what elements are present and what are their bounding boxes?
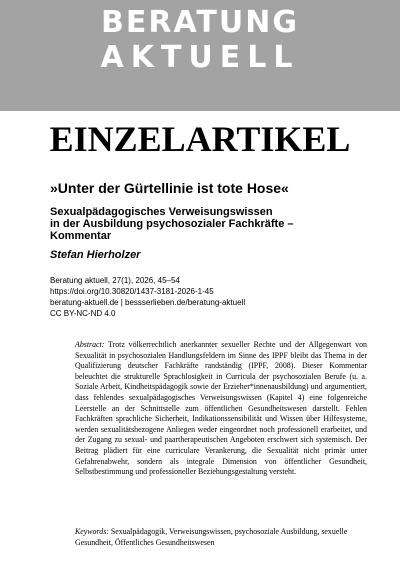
keywords-label: Keywords:: [75, 527, 109, 536]
author-name: Stefan Hierholzer: [50, 249, 141, 261]
journal-name-line2: AKTUELL: [100, 40, 300, 75]
abstract: [75, 340, 367, 478]
article-subtitle: [50, 206, 380, 242]
subtitle-line: in der Ausbildung psychosozialer Fachkräfte –: [50, 218, 294, 230]
journal-header: [0, 0, 400, 111]
article-type-heading: EINZELARTIKEL: [49, 119, 351, 159]
doi-link[interactable]: https://doi.org/10.30820/1437-3181-2026-1-45: [50, 287, 214, 296]
keywords: [75, 527, 367, 548]
citation-metadata: [50, 275, 370, 319]
article-title: »Unter der Gürtellinie ist tote Hose«: [50, 180, 289, 196]
abstract-label: Abstract:: [75, 340, 105, 349]
subtitle-line: Sexualpädagogisches Verweisungswissen: [50, 206, 273, 218]
citation-line: Beratung aktuell, 27(1), 2026, 45–54: [50, 276, 180, 285]
license-text: CC BY-NC-ND 4.0: [50, 309, 116, 318]
abstract-text: Trotz völkerrechtlich anerkannter sexueller Rechte und der Allgegenwart von Sexualität in psychosozialen Handlungsfeldern im Sinne des IPPF bleibt das Thema in der Qualifizierung deutscher Fachkräfte randständig (IPPF, 2008). Dieser Kommentar beleuchtet die strukturelle Sprachlosigkeit in Curricula der psychosozialen Berufe (u. a. Soziale Arbeit, Kindheitspädagogik sowie der Erzieher*innenausbildung) und argumentiert, dass fehlendes sexualpädagogisches Verweisungswissen (Kapitel 4) eine folgenreiche Leerstelle an der Schnittstelle zum öffentlichen Gesundheitswesen darstellt. Fehlen Fachkräften sprachliche Sicherheit, Indikationssensibilität und Wissen über Hilfesysteme, werden sexualitätsbezogene Anliegen weder eingeordnet noch professionell erarbeitet, und der Zugang zu sexual- und paartherapeutischen Angeboten erschwert sich systemisch. Der Beitrag plädiert für eine curriculare Verankerung, die Sexualität nicht primär unter Gefahrenabwehr, sondern als integrale Dimension von öffentlicher Gesundheit, Selbstbestimmung und professioneller Beziehungsgestaltung versteht.: [75, 340, 367, 477]
website-links[interactable]: beratung-aktuell.de | bessserlieben.de/beratung-aktuell: [50, 298, 246, 307]
keywords-text: Sexualpädagogik, Verweisungswissen, psychosoziale Ausbildung, sexuelle Gesundheit, Öffentliches Gesundheitswesen: [75, 527, 348, 547]
subtitle-line: Kommentar: [50, 230, 112, 242]
journal-name-line1: BERATUNG: [101, 5, 299, 40]
